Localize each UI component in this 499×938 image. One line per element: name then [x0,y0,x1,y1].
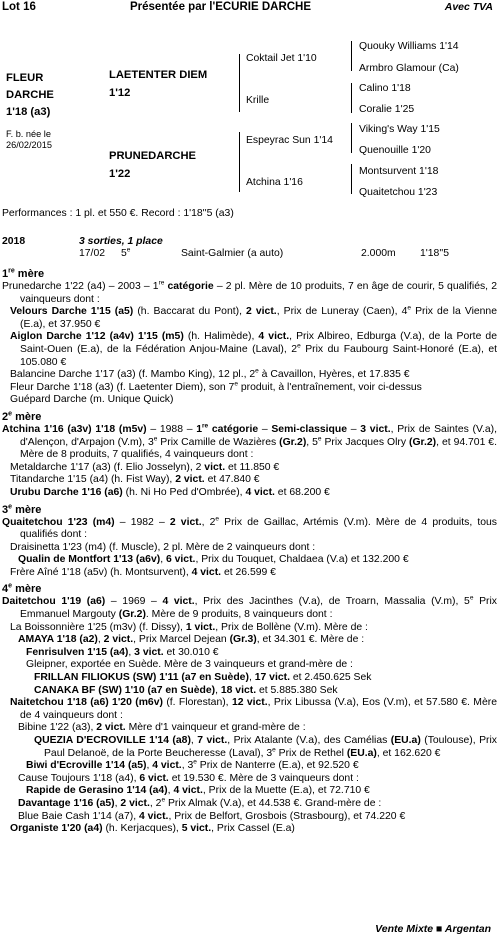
sire-name: LAETENTER DIEM [109,69,208,81]
grandsire-1: Coktail Jet 1'10 [246,53,317,64]
bracket-gg3 [351,123,352,153]
produce-blue-baie: Blue Baie Cash 1'14 (a7), 4 vict., Prix de Belfort, Grosbois (Strasbourg), et 74.220 € [18,810,406,822]
ancestor-1: Quouky Williams 1'14 [359,41,459,52]
produce-gleipner: Gleipner, exportée en Suède. Mère de 3 vainqueurs et grand-mère de : [26,659,353,671]
produce-fenrisulven: Fenrisulven 1'15 (a4), 3 vict. et 30.010 € [26,646,219,658]
produce-velours: Velours Darche 1'15 (a5) (h. Baccarat du Pont), 2 vict., Prix de Luneray (Caen), 4e Prix de la Vienne (E.a), et 37.950 € [10,304,497,330]
horse-name-line-2: DARCHE [6,89,54,101]
race-place: 5e [121,246,131,259]
bracket-sire [239,54,240,112]
header [0,1,499,15]
section-second-dam: 2e mère [2,410,42,423]
produce-metaldarche: Metaldarche 1'17 (a3) (f. Elio Josselyn), 2 vict. et 11.850 € [10,461,280,473]
section-first-dam: 1re mère [2,267,45,280]
section-fourth-dam: 4e mère [2,582,42,596]
race-date: 17/02 [79,248,106,259]
bracket-dam [239,132,240,192]
pedigree-table [0,36,499,206]
produce-frillan: FRILLAN FILIOKUS (SW) 1'11 (a7 en Suède), 17 vict. et 2.450.625 Sek [34,672,372,684]
granddam-1: Krille [246,95,270,106]
ancestor-5: Viking's Way 1'15 [359,124,440,135]
produce-biwi: Biwi d'Ecroville 1'14 (a5), 4 vict., 3e Prix de Nanterre (E.a), et 92.520 € [26,758,359,772]
bracket-gg1 [351,41,352,71]
ancestor-8: Quaitetchou 1'23 [359,187,438,198]
sire-record: 1'12 [109,87,131,99]
second-dam-text: Atchina 1'16 (a3v) 1'18 (m5v) – 1988 – 1re catégorie – Semi-classique – 3 vict., Prix de Saintes (V.a), d'Alençon, d'Arpajon (V.m), 3e Prix Camille de Wazières (Gr.2), 5e Prix Jacques Olry (Gr.2), et 94.701 €. Mère de 8 produits, 7 qualifiés, 4 vainqueurs dont : [2,422,497,461]
ancestor-7: Montsurvent 1'18 [359,166,439,177]
section-third-dam: 3e mère [2,502,42,516]
produce-naitetchou: Naitetchou 1'18 (a6) 1'20 (m6v) (f. Florestan), 12 vict., Prix Libussa (V.a), Eos (V.m), et 57.580 €. Mère de 4 vainqueurs dont : [10,697,497,721]
produce-urubu: Urubu Darche 1'16 (a6) (h. Ni Ho Ped d'Ombrée), 4 vict. et 68.200 € [10,486,330,498]
tva-note: Avec TVA [444,1,493,13]
race-summary: 3 sorties, 1 place [79,236,163,247]
produce-amaya: AMAYA 1'18 (a2), 2 vict., Prix Marcel Dejean (Gr.3), et 34.301 €. Mère de : [18,634,365,646]
produce-organiste: Organiste 1'20 (a4) (h. Kerjacques), 5 vict., Prix Cassel (E.a) [10,823,295,835]
produce-rapide: Rapide de Gerasino 1'14 (a4), 4 vict., Prix de la Muette (E.a), et 72.710 € [26,785,370,797]
fourth-dam-text: Daitetchou 1'19 (a6) – 1969 – 4 vict., Prix des Jacinthes (V.a), de Troarn, Massalia (V.m), 5e Prix Emmanuel Margouty (Gr.2). Mère de 9 produits, 8 vainqueurs dont : [2,595,497,621]
produce-boissonniere: La Boissonnière 1'25 (m3v) (f. Dissy), 1 vict., Prix de Bollène (V.m). Mère de : [10,621,368,633]
bracket-gg2 [351,83,352,113]
presenter: Présentée par l'ECURIE DARCHE [130,1,312,13]
produce-fleur: Fleur Darche 1'18 (a3) (f. Laetenter Diem), son 7e produit, à l'entraînement, voir ci-dessus [10,380,422,393]
produce-bibine: Bibine 1'22 (a3), 2 vict. Mère d'1 vainqueur et grand-mère de : [18,722,306,734]
ancestor-4: Coralie 1'25 [359,104,415,115]
lot-number: Lot 16 [2,1,36,13]
maternal-family [0,268,497,836]
produce-frere-aine: Frère Aîné 1'18 (a5v) (h. Montsurvent), 4 vict. et 26.599 € [10,566,276,578]
race-distance: 2.000m [361,248,396,259]
produce-guepard: Guépard Darche (m. Unique Quick) [10,394,174,406]
race-year: 2018 [2,236,26,247]
dam-record: 1'22 [109,168,131,180]
produce-canaka: CANAKA BF (SW) 1'10 (a7 en Suède), 18 vict. et 5.885.380 Sek [34,684,338,696]
produce-balancine: Balancine Darche 1'17 (a3) (f. Mambo King), 12 pl., 2e à Cavaillon, Hyères, et 17.835 € [10,367,410,381]
first-dam-text: Prunedarche 1'22 (a4) – 2003 – 1re catégorie – 2 pl. Mère de 10 produits, 7 en âge de courir, 5 qualifiés, 2 vainqueurs dont : [2,279,497,305]
horse-record: 1'18 (a3) [6,106,51,118]
horse-name-line-1: FLEUR [6,72,44,84]
granddam-2: Atchina 1'16 [246,177,303,188]
ancestor-3: Calino 1'18 [359,83,411,94]
horse-info-1: F. b. née le [6,129,51,139]
race-time: 1'18''5 [420,248,450,259]
produce-draisinetta: Draisinetta 1'23 (m4) (f. Muscle), 2 pl. Mère de 2 vainqueurs dont : [10,541,316,553]
grandsire-2: Espeyrac Sun 1'14 [246,135,333,146]
produce-qualin: Qualin de Montfort 1'13 (a6v), 6 vict., Prix du Touquet, Chaldaea (V.a) et 132.200 € [18,554,409,566]
race-venue: Saint-Galmier (a auto) [181,248,284,259]
ancestor-2: Armbro Glamour (Ca) [359,63,459,74]
produce-davantage: Davantage 1'16 (a5), 2 vict., 2e Prix Almak (V.a), et 44.538 €. Grand-mère de : [18,796,382,809]
produce-aiglon: Aiglon Darche 1'12 (a4v) 1'15 (m5) (h. Halimède), 4 vict., Prix Albireo, Edburga (V.a), de la Porte de Saint-Ouen (E.a), de la Fédération Anjou-Maine (Laval), 2e Prix du Faubourg Saint-Honoré (E.a), et 105.080 € [10,331,498,368]
performances: Performances : 1 pl. et 550 €. Record : 1'18''5 (a3) [2,208,234,219]
produce-titandarche: Titandarche 1'15 (a4) (h. Fist Way), 2 vict. et 47.840 € [10,474,260,486]
dam-name: PRUNEDARCHE [109,150,197,162]
produce-quezia: QUEZIA D'ECROVILLE 1'14 (a8), 7 vict., Prix Atalante (V.a), des Camélias (EU.a) (Toulouse), Prix Paul Delanoë, de la Porte Beucheresse (Laval), 3e Prix de Rethel (EU.a), et 162.620 € [34,735,497,759]
produce-cause-toujours: Cause Toujours 1'18 (a4), 6 vict. et 19.530 €. Mère de 3 vainqueurs dont : [18,772,359,784]
bracket-gg4 [351,164,352,194]
ancestor-6: Quenouille 1'20 [359,145,431,156]
third-dam-text: Quaitetchou 1'23 (m4) – 1982 – 2 vict., 2e Prix de Gaillac, Artémis (V.m). Mère de 4 produits, tous qualifiés dont : [2,515,497,541]
sale-footer: Vente Mixte ■ Argentan [375,923,491,936]
horse-info-2: 26/02/2015 [6,140,52,150]
